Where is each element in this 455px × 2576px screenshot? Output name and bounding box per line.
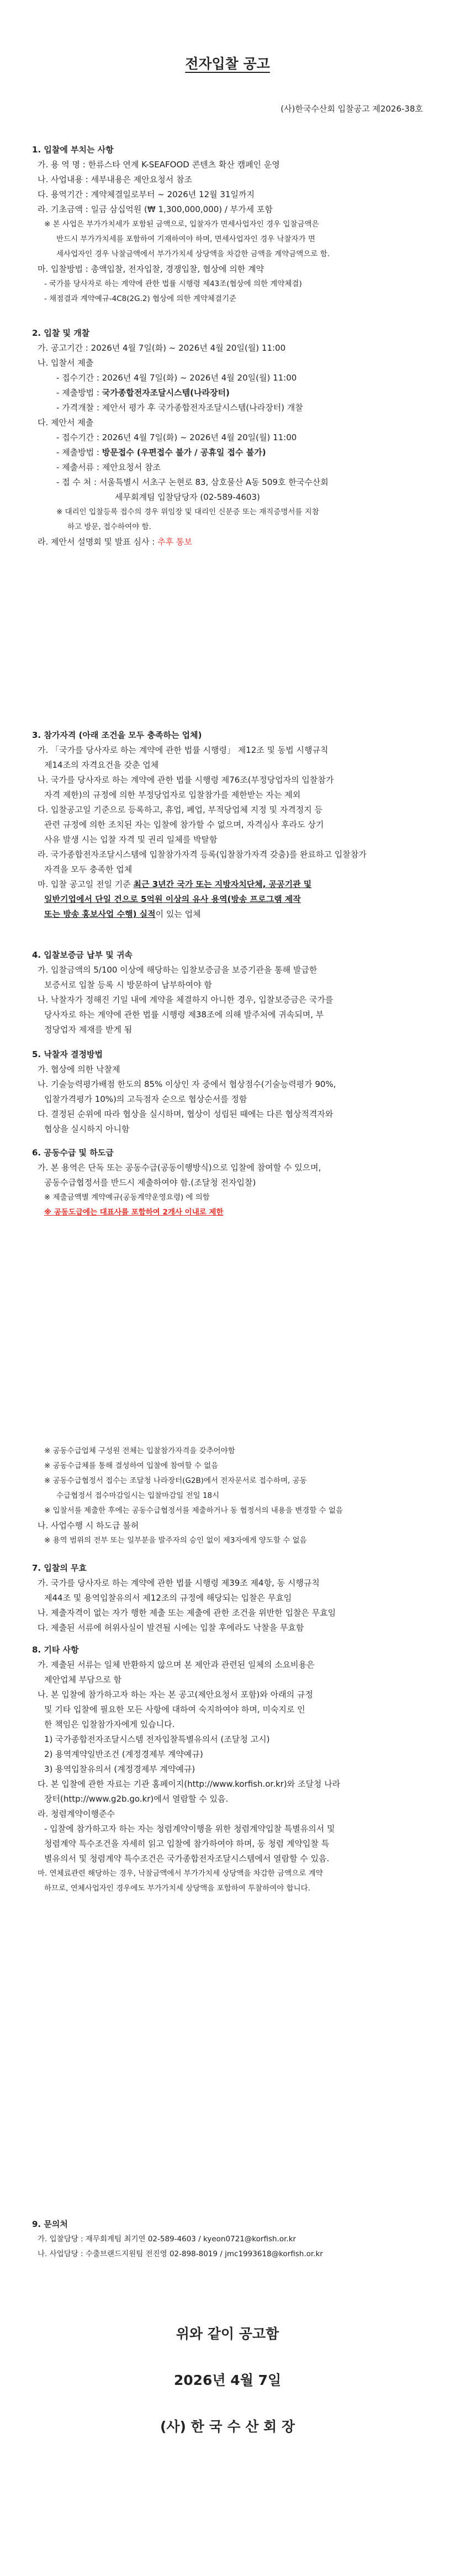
note-line: ※ 대리인 입찰등록 접수의 경우 위임장 및 대리인 신분증 또는 재직증명서를 지참 [56,508,319,516]
note-line: 하고 방문, 접수하여야 함. [67,522,151,531]
section-heading: 2. 입찰 및 개찰 [32,328,90,338]
list-item: 3) 용역입찰유의서 (계정경제부 계약예규) [44,1764,195,1774]
text-line: 관련 규정에 의한 조치된 자는 입찰에 참가할 수 없으며, 자격심사 후라도 상기 [44,820,324,830]
text-line: 공동수급협정서를 반드시 제출하여야 함.(조달청 전자입찰) [44,1178,256,1187]
section-heading: 1. 입찰에 부치는 사항 [32,145,114,155]
note-line: 수급협정서 접수마감일시는 입찰마감일 전일 18시 [56,1491,220,1500]
section-heading: 8. 기타 사항 [32,1645,79,1655]
list-item: 2) 용역계약일반조건 (계정경제부 계약예규) [44,1749,203,1759]
text-line: 별유의서 및 청렴계약 특수조건은 국가종합전자조달시스템에서 열람할 수 있음. [44,1854,330,1864]
section-heading: 4. 입찰보증금 납부 및 귀속 [32,950,133,960]
text-line: 나. 기술능력평가배점 한도의 85% 이상인 자 중에서 협상점수(기술능력평가 90%, [38,1079,336,1089]
text-line: 및 기타 입찰에 필요한 모든 사항에 대하여 숙지하여야 하며, 미숙지로 인 [44,1704,305,1714]
sub-line: - 접수기간 : 2026년 4월 7일(화) ~ 2026년 4월 20일(월) 11:00 [56,432,297,442]
section-6 [32,1146,424,1220]
note-line: ※ 제출금액별 계약예규(공동계약운영요령) 에 의함 [44,1193,210,1202]
text-line [32,907,424,922]
emphasis-text: 일반기업에서 단일 건으로 5억원 이상의 유사 용역(방송 프로그램 제작 [44,894,301,904]
section-4 [32,948,424,1037]
note-line: ※ 용역 범위의 전부 또는 일부분을 발주자의 승인 없이 제3자에게 양도할 수 없음 [44,1536,307,1545]
text-part: 마. 입찰 공고일 전일 기준 [38,879,134,889]
item-briefing [32,535,424,550]
text-line: 장터(http://www.g2b.go.kr)에서 열람할 수 있음. [44,1794,229,1804]
text-line: 보증서로 입찰 등록 시 방문하여 납부하여야 함 [44,980,212,990]
item-proposal-submit: 다. 제안서 제출 [38,418,94,427]
text-line: 정당업자 제재를 받게 됨 [44,1025,133,1034]
text-line: 가. 본 용역은 단독 또는 공동수급(공동이행방식)으로 입찰에 참여할 수 있으며, [38,1163,321,1173]
note-line [32,1205,424,1220]
text-line: 가. 국가를 당사자로 하는 계약에 관한 법률 시행령 제39조 제4항, 동 시행규칙 [38,1578,320,1588]
text-line: 다. 제출된 서류에 허위사실이 발견될 시에는 입찰 후에라도 낙찰을 무효함 [38,1623,304,1633]
contact-bid: 가. 입찰담당 : 재무회계팀 최기연 02-589-4603 / kyeon0721@korfish.or.kr [38,2235,297,2244]
text-line: 가. 협상에 의한 낙찰제 [38,1064,120,1074]
text-line: 마. 연체료관련 해당하는 경우, 낙찰금액에서 부가가치세 상당액을 차감한 금액으로 계약 [38,1869,323,1878]
sub-line: - 제출서류 : 제안요청서 참조 [56,462,161,472]
text-line: 제44조 및 용역입찰유의서 제12조의 규정에 해당되는 입찰은 무효임 [44,1593,292,1603]
text-line: 자격 제한)의 규정에 의한 부정당업자로 입찰참가를 제한받는 자는 제외 [44,790,301,800]
section-heading: 3. 참가자격 (아래 조건을 모두 충족하는 업체) [32,730,202,740]
list-item: 1) 국가종합전자조달시스템 전자입찰특별유의서 (조달청 고시) [44,1734,270,1744]
sub-line: - 가격개찰 : 제안서 평가 후 국가종합전자조달시스템(나라장터) 개찰 [56,403,303,413]
text-line: 나. 본 입찰에 참가하고자 하는 자는 본 공고(제안요청서 포함)와 아래의 규정 [38,1690,313,1699]
note-line: ※ 입찰서를 제출한 후에는 공동수급협정서를 제출하거나 동 협정서의 내용을 변경할 수 없음 [44,1506,343,1515]
section-7 [32,1561,424,1635]
notice-reference: (사)한국수산회 입찰공고 제2026-38호 [281,104,423,114]
text-line: 나. 국가를 당사자로 하는 계약에 관한 법률 시행령 제76조(부정당업자의 입찰참가 [38,775,334,785]
item-content: 나. 사업내용 : 세부내용은 제안요청서 참조 [38,175,192,184]
text-line: 당사자로 하는 계약에 관한 법률 시행령 제38조에 의해 발주처에 귀속되며, 부 [44,1010,324,1020]
briefing-value: 추후 통보 [157,537,192,547]
sub-line: - 접수기간 : 2026년 4월 7일(화) ~ 2026년 4월 20일(월) 11:00 [56,373,297,383]
note-line: ※ 공동수급체를 통해 결성하여 입찰에 참여할 수 없음 [44,1461,219,1470]
item-bid-submit: 나. 입찰서 제출 [38,358,94,368]
contact-project: 나. 사업담당 : 수출브랜드지원팀 전진영 02-898-8019 / jmc1993618@korfish.or.kr [38,2250,323,2258]
note-line: 세사업자인 경우 낙찰금액에서 부가가치세 상당액을 차감한 금액을 계약금액으로 함. [56,250,330,258]
text-line [32,877,424,892]
text-line: 하므로, 연체사업자인 경우에도 부가가치세 상당액을 포함하여 투찰하여야 합니다. [44,1884,311,1893]
submit-place: 국가종합전자조달시스템(나라장터) [102,388,230,398]
text-line: 다. 결정된 순위에 따라 협상을 실시하며, 협상이 성립된 때에는 다른 협상적격자와 [38,1109,334,1119]
sub-label: - 제출방법 : [56,388,102,398]
closing-date: 2026년 4월 7일 [173,2372,282,2388]
text-line: 협상을 실시하지 아니함 [44,1124,130,1134]
item-notice-period: 가. 공고기간 : 2026년 4월 7일(화) ~ 2026년 4월 20일(월) 11:00 [38,343,286,353]
briefing-label: 라. 제안서 설명회 및 발표 심사 : [38,537,158,547]
section-2 [32,326,424,550]
text-line: 제안업체 부담으로 함 [44,1675,121,1685]
text-line: 가. 입찰금액의 5/100 이상에 해당하는 입찰보증금을 보증기관을 통해 발급한 [38,965,318,975]
text-line: 제14조의 자격요건을 갖춘 업체 [44,760,159,770]
text-line: 다. 본 입찰에 관한 자료는 기관 홈페이지(http://www.korfish.or.kr)와 조달청 나라 [38,1779,341,1789]
sub-line: - 국가를 당사자로 하는 계약에 관한 법률 시행령 제43조(협상에 의한 계약체결) [44,279,302,288]
section-9 [32,2217,424,2262]
text-line: 라. 청렴계약이행준수 [38,1809,115,1819]
note-line: 반드시 부가가치세를 포함하여 기재하여야 하며, 면세사업자인 경우 낙찰자가 면 [56,235,315,244]
text-line: 청렴계약 특수조건을 자세히 읽고 입찰에 참가하여야 하며, 동 청렴 계약입찰 특 [44,1839,330,1849]
section-8 [32,1643,424,1896]
submit-method: 방문접수 (우편접수 불가 / 공휴일 접수 불가) [102,447,266,457]
sub-label: - 제출방법 : [56,447,102,457]
section-heading: 5. 낙찰자 결정방법 [32,1049,103,1059]
sub-line [32,445,424,460]
page-title: 전자입찰 공고 [185,56,270,72]
sub-line [32,386,424,400]
text-line: 사유 발생 시는 입찰 자격 및 권리 일체를 박탈함 [44,835,218,844]
issuer-name: (사) 한 국 수 산 회 장 [160,2419,295,2435]
section-5 [32,1047,424,1137]
item-service-name: 가. 용 역 명 : 한류스타 연계 K-SEAFOOD 콘텐츠 확산 캠페인 운영 [38,160,280,170]
text-line: 나. 사업수행 시 하도급 불허 [38,1521,139,1530]
item-bid-method: 마. 입찰방법 : 총액입찰, 전자입찰, 경쟁입찰, 협상에 의한 계약 [38,264,264,274]
text-line: 라. 국가종합전자조달시스템에 입찰참가자격 등록(입찰참가자격 갖춤)를 완료하고 입찰참가 [38,849,367,859]
text-line: 나. 낙찰자가 정해진 기일 내에 계약을 체결하지 아니한 경우, 입찰보증금은 국가를 [38,995,334,1005]
section-3 [32,728,424,922]
text-line: 가. 「국가를 당사자로 하는 계약에 관한 법률 시행령」 제12조 및 동법 시행규칙 [38,745,329,755]
section-6-continued [32,1444,424,1548]
restriction-note: ※ 공동도급에는 대표사를 포함하여 2개사 이내로 제한 [44,1208,224,1217]
section-heading: 9. 문의처 [32,2219,68,2229]
text-line: 입찰가격평가 10%)의 고득점자 순으로 협상순서를 정함 [44,1094,247,1104]
item-base-price: 라. 기초금액 : 일금 삼십억원 (₩ 1,300,000,000) / 부가세 포함 [38,204,273,214]
emphasis-text: 최근 3년간 국가 또는 지방자치단체, 공공기관 및 [133,879,312,889]
section-heading: 6. 공동수급 및 하도급 [32,1148,114,1158]
text-line: 가. 제출된 서류는 일체 반환하지 않으며 본 제안과 관련된 일체의 소요비용은 [38,1660,315,1670]
text-line: - 입찰에 참가하고자 하는 자는 청렴계약이행을 위한 청렴계약입찰 특별유의서 및 [44,1824,335,1834]
text-line: 한 책임은 입찰참가자에게 있습니다. [44,1719,175,1729]
note-line: ※ 공동수급업체 구성원 전체는 입찰참가자격을 갖추어야함 [44,1447,235,1455]
section-1 [32,142,424,307]
text-line: 나. 제출자격이 없는 자가 행한 제출 또는 제출에 관한 조건을 위반한 입찰은 무효임 [38,1608,336,1618]
emphasis-text: 또는 방송 홍보사업 수행) 실적 [44,909,156,919]
note-line: ※ 공동수급협정서 접수는 조달청 나라장터(G2B)에서 전자문서로 접수하며, 공동 [44,1476,307,1485]
sub-line: - 접 수 처 : 서울특별시 서초구 논현로 83, 삼호물산 A동 509호 한국수산회 [56,477,329,487]
sub-line: 세무회계팀 입찰담당자 (02-589-4603) [115,492,260,502]
item-period: 다. 용역기간 : 계약체결일로부터 ~ 2026년 12월 31일까지 [38,189,255,199]
sub-line: - 채점결과 계약예규-4C8(2G.2) 협상에 의한 계약체결기준 [44,294,237,303]
closing-statement: 위와 같이 공고함 [176,2326,279,2342]
note-line: ※ 본 사업은 부가가치세가 포함된 금액으로, 입찰자가 면세사업자인 경우 입찰금액은 [44,220,319,229]
text-line: 다. 입찰공고일 기준으로 등록하고, 휴업, 폐업, 부적당업체 지정 및 자격정지 등 [38,805,322,815]
text-line: 자격을 모두 충족한 업체 [44,864,133,874]
text-part: 이 있는 업체 [155,909,201,919]
section-heading: 7. 입찰의 무효 [32,1563,87,1573]
